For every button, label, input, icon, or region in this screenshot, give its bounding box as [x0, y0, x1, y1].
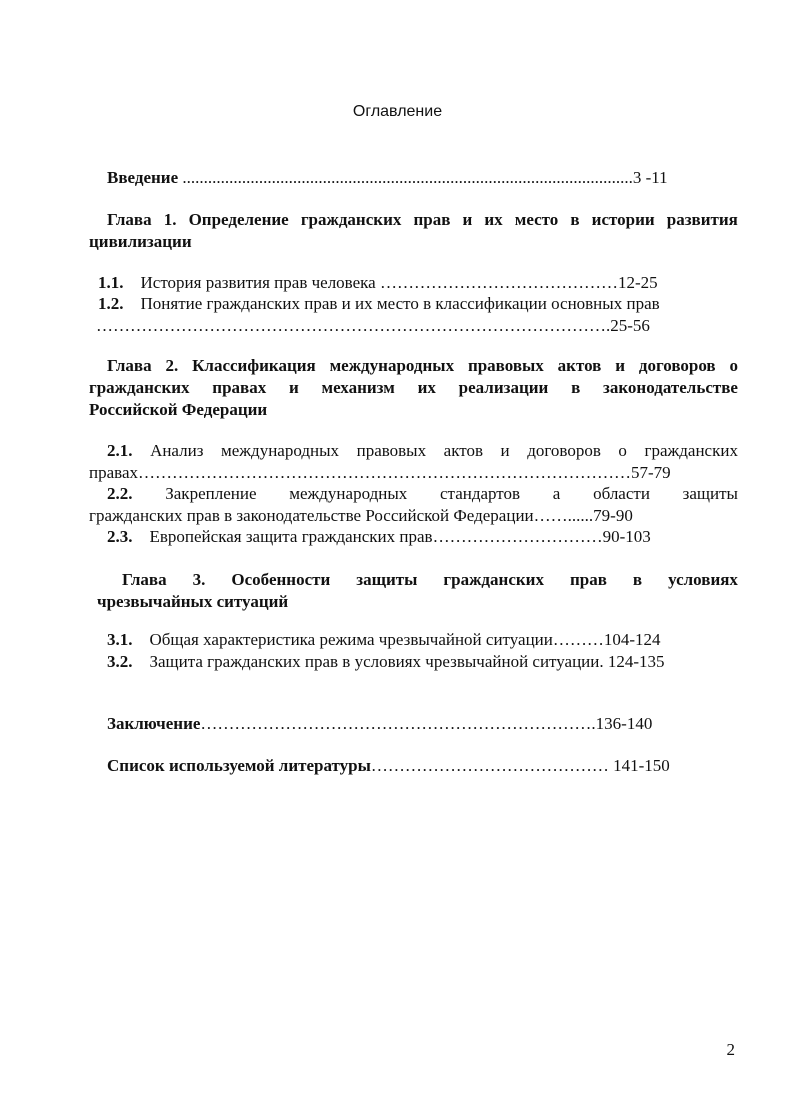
toc-entry-text: и	[500, 441, 510, 460]
heading-word: прав	[413, 210, 451, 229]
toc-entry-label: Список используемой литературы	[107, 756, 371, 775]
heading-word: Определение	[188, 210, 289, 229]
toc-number: 2.2.	[107, 484, 133, 503]
page-number: 2	[726, 1040, 735, 1059]
toc-entry-2-3[interactable]	[107, 527, 651, 547]
heading-word: Особенности	[231, 570, 331, 589]
toc-entry-text: Анализ	[150, 441, 204, 460]
toc-entry-text: прав	[304, 294, 338, 313]
toc-entry-text: Европейская защита гражданских прав	[149, 527, 433, 546]
heading-word: актов	[557, 356, 602, 375]
toc-entry-1-2[interactable]	[98, 294, 660, 314]
heading-word: их	[417, 378, 436, 397]
toc-entry-text: а	[552, 484, 561, 503]
toc-entry-text: место	[376, 294, 419, 313]
toc-entry-text: и	[341, 294, 351, 313]
toc-entry-text: стандартов	[440, 484, 521, 503]
toc-leader: …………………………………………………………….	[200, 714, 596, 733]
chapter3-heading-line1	[122, 570, 738, 590]
heading-word: Классификация	[192, 356, 316, 375]
toc-entry-label: Введение	[107, 168, 179, 187]
toc-entry-2-2[interactable]	[107, 484, 738, 504]
toc-pages: 124-135	[607, 652, 665, 671]
heading-word: правовых	[467, 356, 544, 375]
toc-leader: ……………………………………	[370, 756, 609, 775]
toc-leader: ……………………………………………………………………………….	[96, 316, 611, 335]
toc-number: 2.3.	[107, 527, 133, 546]
chapter3-heading-line2: чрезвычайных ситуаций	[97, 592, 289, 611]
toc-entry-text: гражданских прав в законодательстве Российской Федерации	[89, 506, 534, 525]
heading-word: и	[615, 356, 625, 375]
toc-leader: ..........................................................................................................	[182, 168, 633, 187]
toc-entry-2-1[interactable]	[107, 441, 738, 461]
heading-word: гражданских	[443, 570, 544, 589]
heading-word: договоров	[638, 356, 716, 375]
heading-word: в	[632, 570, 643, 589]
toc-leader: ……………………………………	[379, 273, 618, 292]
toc-pages: 136-140	[595, 714, 653, 733]
toc-leader: ………	[552, 630, 604, 649]
heading-word: о	[729, 356, 738, 375]
heading-word: 1.	[163, 210, 177, 229]
toc-entry-text: о	[618, 441, 627, 460]
toc-entry-text: защиты	[682, 484, 738, 503]
toc-entry-2-1-cont[interactable]	[89, 463, 671, 483]
toc-number: 2.1.	[107, 441, 133, 460]
heading-word: и	[288, 378, 299, 397]
heading-word: их	[484, 210, 503, 229]
heading-word: и	[462, 210, 473, 229]
heading-word: 3.	[192, 570, 206, 589]
toc-number: 3.2.	[107, 652, 133, 671]
toc-entry-text: правах	[89, 463, 138, 482]
heading-word: в	[571, 378, 581, 397]
page-title: Оглавление	[352, 103, 443, 120]
toc-number: 1.2.	[98, 294, 124, 313]
toc-pages: 141-150	[613, 756, 670, 775]
chapter2-heading-line1	[107, 356, 738, 376]
heading-word: условиях	[668, 570, 738, 589]
heading-word: истории	[591, 210, 655, 229]
toc-entry-text: их	[355, 294, 373, 313]
toc-entry-3-2[interactable]	[107, 652, 665, 672]
toc-entry-label: Заключение	[107, 714, 201, 733]
toc-entry-text: договоров	[527, 441, 601, 460]
heading-word: Глава	[122, 570, 167, 589]
toc-leader: ……………………………………………………………………………	[138, 463, 631, 482]
toc-entry-text: основных	[551, 294, 623, 313]
heading-word: законодательстве	[603, 378, 738, 397]
toc-entry-text: международных	[289, 484, 408, 503]
toc-entry-1-2-cont[interactable]	[96, 316, 650, 336]
toc-pages: 12-25	[617, 273, 658, 292]
toc-entry-text: классификации	[435, 294, 547, 313]
toc-entry-text: Защита гражданских прав в условиях чрезвычайной ситуации.	[149, 652, 604, 671]
toc-entry-1-1[interactable]	[98, 273, 658, 293]
heading-word: в	[570, 210, 580, 229]
toc-entry-text: прав	[626, 294, 660, 313]
heading-word: реализации	[458, 378, 549, 397]
heading-word: 2.	[165, 356, 179, 375]
chapter1-heading-line1	[107, 210, 738, 230]
toc-entry-text: Закрепление	[165, 484, 257, 503]
toc-entry-text: актов	[443, 441, 483, 460]
toc-entry-text: История развития прав человека	[140, 273, 376, 292]
toc-entry-text: области	[593, 484, 650, 503]
toc-entry-text: Понятие	[140, 294, 203, 313]
toc-entry-text: в	[423, 294, 432, 313]
toc-number: 1.1.	[98, 273, 124, 292]
chapter2-heading-line2	[89, 378, 738, 398]
toc-entry-text: гражданских	[206, 294, 300, 313]
toc-entry-text: Общая характеристика режима чрезвычайной ситуации	[149, 630, 553, 649]
toc-leader: …………………………	[432, 527, 603, 546]
heading-word: прав	[569, 570, 607, 589]
toc-pages: 57-79	[631, 463, 671, 482]
toc-entry-2-2-cont[interactable]	[89, 506, 633, 526]
heading-word: правах	[212, 378, 267, 397]
toc-pages: 79-90	[593, 506, 633, 525]
heading-word: гражданских	[300, 210, 402, 229]
toc-pages: 90-103	[602, 527, 651, 546]
toc-entry-text: правовых	[356, 441, 427, 460]
heading-word: международных	[329, 356, 455, 375]
toc-leader: ……......	[533, 506, 594, 525]
heading-word: Глава	[107, 356, 152, 375]
chapter2-heading-line3: Российской Федерации	[89, 400, 268, 419]
heading-word: защиты	[356, 570, 418, 589]
toc-number: 3.1.	[107, 630, 133, 649]
toc-entry-3-1[interactable]	[107, 630, 661, 650]
toc-entry-introduction[interactable]	[107, 168, 668, 188]
toc-pages: 25-56	[610, 316, 650, 335]
toc-pages: 3 -11	[632, 168, 668, 187]
heading-word: развития	[666, 210, 738, 229]
chapter1-heading-line2: цивилизации	[89, 232, 192, 251]
toc-pages: 104-124	[603, 630, 661, 649]
heading-word: гражданских	[89, 378, 190, 397]
toc-entry-bibliography[interactable]	[107, 756, 670, 776]
toc-entry-conclusion[interactable]	[107, 714, 652, 734]
toc-entry-text: международных	[221, 441, 340, 460]
toc-entry-text: гражданских	[644, 441, 738, 460]
heading-word: механизм	[321, 378, 395, 397]
heading-word: Глава	[107, 210, 152, 229]
heading-word: место	[514, 210, 559, 229]
